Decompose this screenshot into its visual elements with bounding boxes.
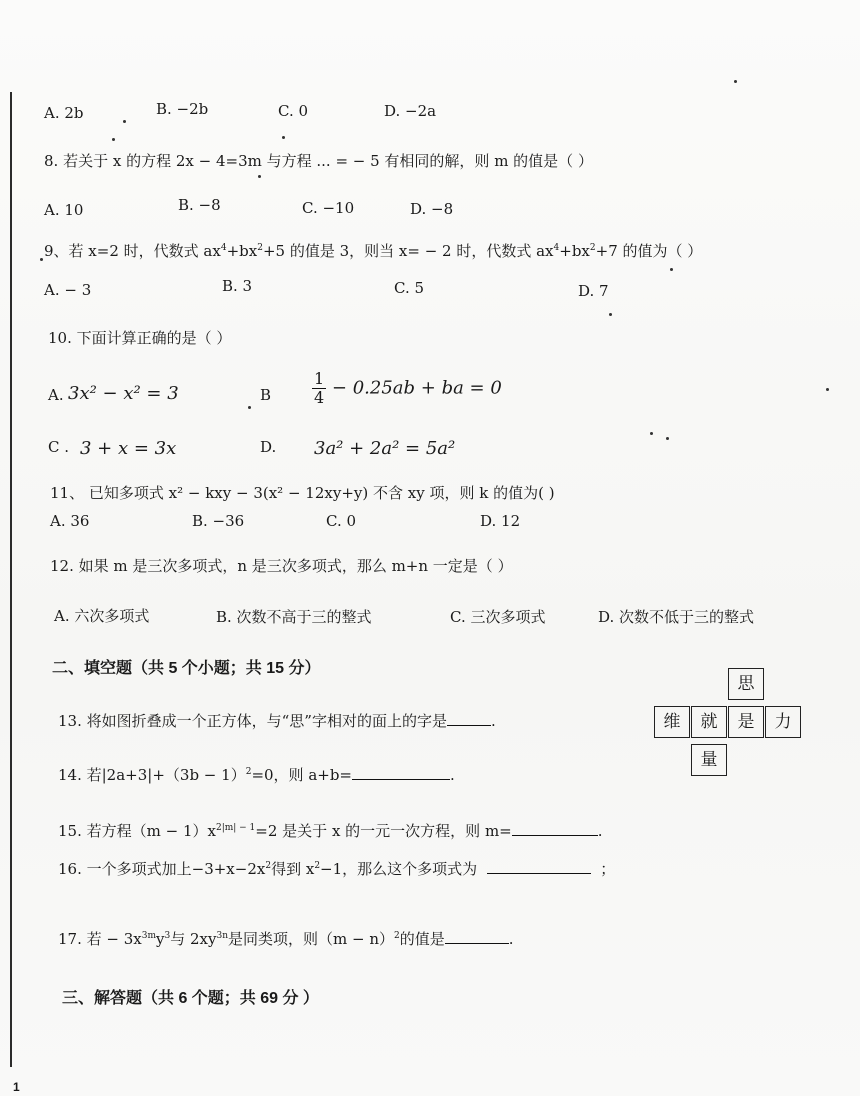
q16-text: 16. 一个多项式加上−3+x−2x xyxy=(58,860,266,878)
q7-option-a: A. 2b xyxy=(44,104,84,122)
q17-text: 17. 若 − 3x xyxy=(58,930,142,948)
q9-option-b: B. 3 xyxy=(222,277,253,295)
q17-text: y xyxy=(156,930,165,948)
fraction-numerator: 1 xyxy=(314,369,325,388)
q10-option-c-label: C . xyxy=(48,438,70,456)
scan-speck xyxy=(282,136,285,139)
q14-end: . xyxy=(450,766,455,784)
cube-face-top: 思 xyxy=(728,668,764,700)
page-number: 1 xyxy=(13,1080,20,1094)
q8-stem: 8. 若关于 x 的方程 2x − 4=3m 与方程 ... = − 5 有相同的解，则 m 的值是（ ） xyxy=(44,152,593,170)
q17-text: 与 2xy xyxy=(170,930,217,948)
scan-speck xyxy=(826,388,829,391)
cube-face-bottom: 量 xyxy=(691,744,727,776)
q9-option-a: A. − 3 xyxy=(44,281,92,299)
q16-exponent: 2 xyxy=(265,861,272,871)
q15-text: =2 是关于 x 的一元一次方程，则 m= xyxy=(255,822,512,840)
scan-speck xyxy=(734,80,737,83)
q17-exponent: 3n xyxy=(216,931,228,941)
q17-text: 是同类项，则（m − n） xyxy=(228,930,394,948)
cube-face-mid-left: 就 xyxy=(691,706,727,738)
scan-speck xyxy=(258,175,261,178)
margin-line xyxy=(10,92,12,1067)
q13-answer-blank xyxy=(447,725,491,726)
cube-face-left: 维 xyxy=(654,706,690,738)
q13-end: . xyxy=(490,712,496,730)
q10-option-a-label: A. xyxy=(48,386,64,404)
q16-text: 得到 x xyxy=(271,860,315,878)
q8-option-c: C. −10 xyxy=(302,199,355,217)
q17-answer-blank xyxy=(445,943,509,944)
q10-option-a-expression: 3x² − x² = 3 xyxy=(68,383,179,404)
q17-end: . xyxy=(508,930,514,948)
q9-exponent: 2 xyxy=(589,243,596,253)
q9-text: +7 的值为（ ） xyxy=(595,242,703,260)
q12-option-c: C. 三次多项式 xyxy=(450,608,546,626)
q15-text: 15. 若方程（m − 1）x xyxy=(58,822,216,840)
q16-exponent: 2 xyxy=(314,861,321,871)
fraction-denominator: 4 xyxy=(314,388,325,407)
q15-answer-blank xyxy=(512,835,598,836)
q10-stem: 10. 下面计算正确的是（ ） xyxy=(48,329,232,347)
section-2-title: 二、填空题（共 5 个小题；共 15 分） xyxy=(52,660,321,677)
q16-stem xyxy=(58,858,615,879)
scan-speck xyxy=(609,313,612,316)
q11-stem: 11、 已知多项式 x² − kxy − 3(x² − 12xy+y) 不含 xy 项，则 k 的值为( ) xyxy=(50,484,555,502)
q16-answer-blank xyxy=(487,873,591,874)
q9-option-d: D. 7 xyxy=(578,282,609,300)
q9-exponent: 4 xyxy=(220,243,227,253)
q17-exponent: 3m xyxy=(141,931,156,941)
q7-option-b: B. −2b xyxy=(156,100,209,118)
cube-face-right: 力 xyxy=(765,706,801,738)
q7-option-c: C. 0 xyxy=(278,102,309,120)
q9-option-c: C. 5 xyxy=(394,279,425,297)
q17-stem xyxy=(58,928,514,949)
q10-option-d-label: D. xyxy=(260,438,277,456)
q8-option-d: D. −8 xyxy=(410,200,454,218)
q9-stem xyxy=(44,240,702,261)
scan-speck xyxy=(650,432,653,435)
q8-option-b: B. −8 xyxy=(178,196,221,214)
q14-stem xyxy=(58,764,455,785)
q11-option-b: B. −36 xyxy=(192,512,245,530)
q12-option-a: A. 六次多项式 xyxy=(54,607,150,625)
q15-exponent: 2|m| − 1 xyxy=(215,823,256,833)
q11-option-c: C. 0 xyxy=(326,512,357,530)
cube-face-mid-right: 是 xyxy=(728,706,764,738)
q13-stem xyxy=(58,710,496,731)
q9-exponent: 2 xyxy=(257,243,263,253)
q9-text: +bx xyxy=(226,242,258,260)
scan-speck xyxy=(666,437,669,440)
q16-end: ； xyxy=(600,860,616,878)
q12-stem: 12. 如果 m 是三次多项式，n 是三次多项式，那么 m+n 一定是（ ） xyxy=(50,557,513,575)
q10-option-b-rest: − 0.25ab + ba = 0 xyxy=(331,377,502,399)
scan-speck xyxy=(112,138,115,141)
q16-text: −1，那么这个多项式为 xyxy=(320,860,478,878)
q15-end: . xyxy=(597,822,603,840)
fraction xyxy=(312,370,326,407)
q13-text: 13. 将如图折叠成一个正方体，与“思”字相对的面上的字是 xyxy=(58,712,447,730)
scan-speck xyxy=(670,268,673,271)
q10-option-d-expression: 3a² + 2a² = 5a² xyxy=(314,438,456,459)
q9-exponent: 4 xyxy=(553,243,560,253)
section-3-title: 三、解答题（共 6 个题；共 69 分 ） xyxy=(62,990,319,1007)
q14-text: 14. 若|2a+3|+（3b − 1） xyxy=(58,766,246,784)
q10-option-b-expression xyxy=(312,370,502,407)
q17-exponent: 3 xyxy=(164,931,171,941)
q8-option-a: A. 10 xyxy=(44,201,84,219)
q12-option-b: B. 次数不高于三的整式 xyxy=(216,608,372,626)
q9-text: +5 的值是 3，则当 x= − 2 时，代数式 ax xyxy=(262,242,554,260)
q7-option-d: D. −2a xyxy=(384,102,437,120)
q14-text: =0，则 a+b= xyxy=(251,766,352,784)
q17-exponent: 2 xyxy=(394,931,400,941)
scan-speck xyxy=(248,406,251,409)
q11-option-d: D. 12 xyxy=(480,512,521,530)
q9-text: +bx xyxy=(559,242,590,260)
q14-exponent: 2 xyxy=(245,767,252,777)
scan-speck xyxy=(123,120,126,123)
scan-speck xyxy=(40,258,43,261)
q14-answer-blank xyxy=(352,779,450,780)
q17-text: 的值是 xyxy=(399,930,445,948)
q12-option-d: D. 次数不低于三的整式 xyxy=(598,608,755,626)
q10-option-b-label: B xyxy=(260,386,272,404)
q10-option-c-expression: 3 + x = 3x xyxy=(80,438,177,459)
q11-option-a: A. 36 xyxy=(50,512,90,530)
q15-stem xyxy=(58,820,603,841)
q9-text: 9、若 x=2 时，代数式 ax xyxy=(44,242,221,260)
